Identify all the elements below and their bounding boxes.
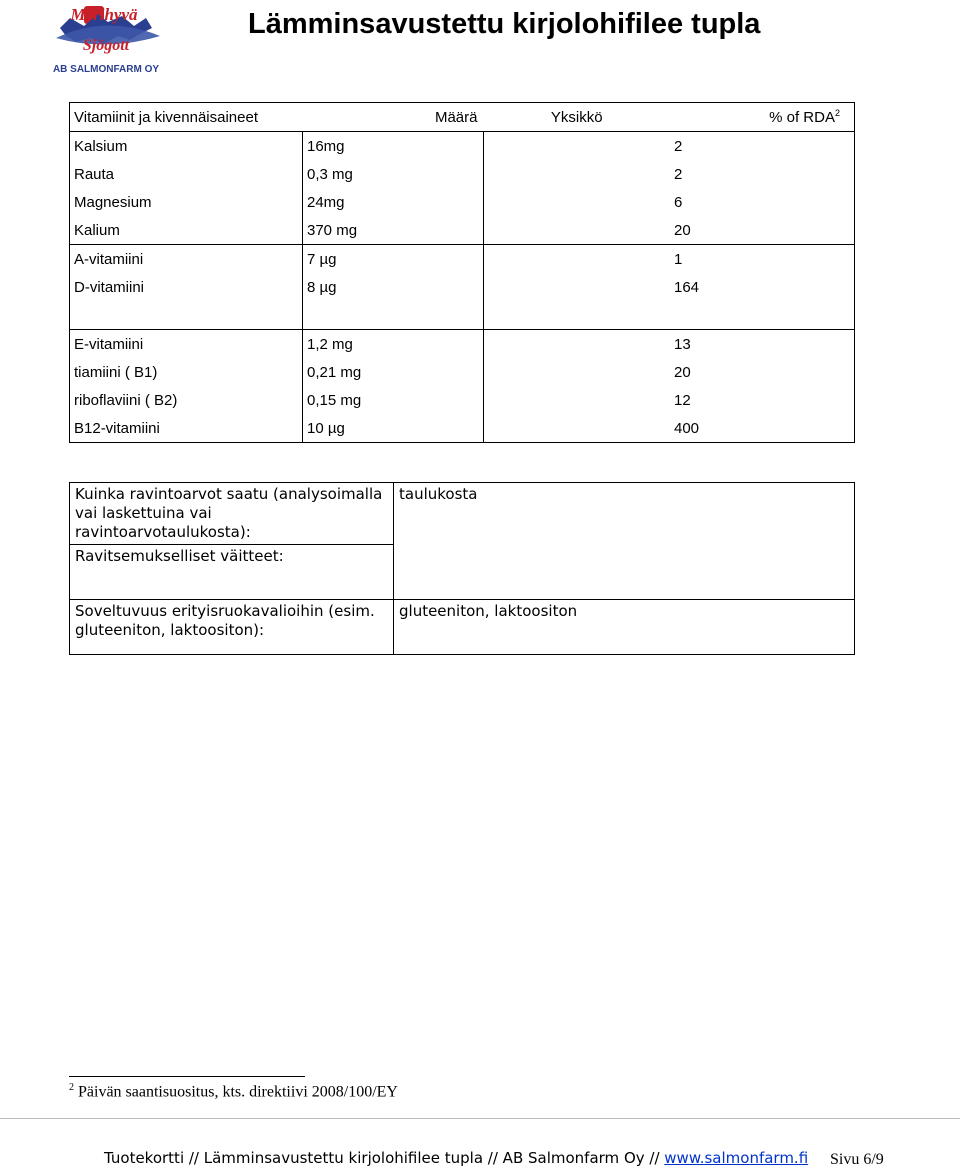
row-amount: 0,15 mg: [303, 386, 484, 414]
row-unit: [484, 330, 671, 359]
table-row: [70, 132, 855, 161]
row-unit: [484, 358, 671, 386]
row-unit: [484, 414, 671, 443]
row-name: Rauta: [70, 160, 303, 188]
source-value: taulukosta: [394, 483, 855, 600]
row-rda: 1: [670, 245, 855, 274]
row-rda: 6: [670, 188, 855, 216]
header-rda: % of RDA$^2$: [670, 103, 855, 132]
info-row-source: [70, 483, 855, 545]
footnote-text: Päivän saantisuositus, kts. direktiivi 2008/100/EY: [74, 1083, 398, 1101]
page-number: Sivu 6/9: [830, 1151, 884, 1168]
row-name: D-vitamiini: [70, 273, 303, 301]
row-amount: 0,3 mg: [303, 160, 484, 188]
row-unit: [484, 132, 671, 161]
row-amount: 1,2 mg: [303, 330, 484, 359]
row-rda: 20: [670, 358, 855, 386]
source-label: Kuinka ravintoarvot saatu (analysoimalla vai laskettuina vai ravintoarvotaulukosta):: [70, 483, 394, 545]
page-title: Lämminsavustettu kirjolohifilee tupla: [248, 8, 761, 40]
footer-text: Tuotekortti // Lämminsavustettu kirjolohifilee tupla // AB Salmonfarm Oy //: [104, 1149, 665, 1167]
footnote: [69, 1082, 398, 1101]
footnote-number: 2: [69, 1082, 74, 1093]
row-name: Kalsium: [70, 132, 303, 161]
table-row: [70, 188, 855, 216]
claims-label: Ravitsemukselliset väitteet:: [70, 545, 394, 600]
row-unit: [484, 188, 671, 216]
row-amount: 0,21 mg: [303, 358, 484, 386]
row-rda: 400: [670, 414, 855, 443]
table-row: [70, 273, 855, 301]
page-footer: [104, 1149, 808, 1167]
table-header-row: [70, 103, 855, 132]
row-name: riboflaviini ( B2): [70, 386, 303, 414]
row-rda: 13: [670, 330, 855, 359]
table-row: [70, 216, 855, 245]
row-name: Magnesium: [70, 188, 303, 216]
footer-website-link[interactable]: www.salmonfarm.fi: [664, 1149, 809, 1167]
table-row: [70, 358, 855, 386]
row-name: tiamiini ( B1): [70, 358, 303, 386]
row-unit: [484, 245, 671, 274]
row-rda: 164: [670, 273, 855, 301]
row-name: A-vitamiini: [70, 245, 303, 274]
row-unit: [484, 273, 671, 301]
row-rda: 2: [670, 132, 855, 161]
header-unit: Yksikkö: [484, 103, 671, 132]
logo-script-top: Merihyvä: [70, 5, 138, 24]
row-unit: [484, 160, 671, 188]
logo-script-bottom: Sjögott: [82, 37, 130, 54]
logo-company-text: AB SALMONFARM OY: [52, 64, 160, 75]
table-row: [70, 330, 855, 359]
row-amount: 16mg: [303, 132, 484, 161]
footnote-divider: [69, 1076, 305, 1077]
vitamins-table: [69, 102, 855, 443]
row-amount: 7 µg: [303, 245, 484, 274]
row-name: B12-vitamiini: [70, 414, 303, 443]
row-unit: [484, 216, 671, 245]
table-row: [70, 245, 855, 274]
info-table: [69, 482, 855, 655]
diet-value: gluteeniton, laktoositon: [394, 600, 855, 655]
table-gap-row: [70, 301, 855, 330]
header-name: Vitamiinit ja kivennäisaineet: [70, 103, 303, 132]
row-amount: 370 mg: [303, 216, 484, 245]
footer-divider: [0, 1118, 960, 1119]
row-amount: 10 µg: [303, 414, 484, 443]
table-row: [70, 414, 855, 443]
header-amount: Määrä: [303, 103, 484, 132]
row-amount: 8 µg: [303, 273, 484, 301]
row-name: Kalium: [70, 216, 303, 245]
table-row: [70, 160, 855, 188]
row-amount: 24mg: [303, 188, 484, 216]
row-name: E-vitamiini: [70, 330, 303, 359]
row-rda: 2: [670, 160, 855, 188]
row-unit: [484, 386, 671, 414]
row-rda: 20: [670, 216, 855, 245]
row-rda: 12: [670, 386, 855, 414]
table-row: [70, 386, 855, 414]
info-row-diet: [70, 600, 855, 655]
diet-label: Soveltuvuus erityisruokavalioihin (esim. gluteeniton, laktoositon):: [70, 600, 394, 655]
company-logo: [48, 0, 166, 76]
